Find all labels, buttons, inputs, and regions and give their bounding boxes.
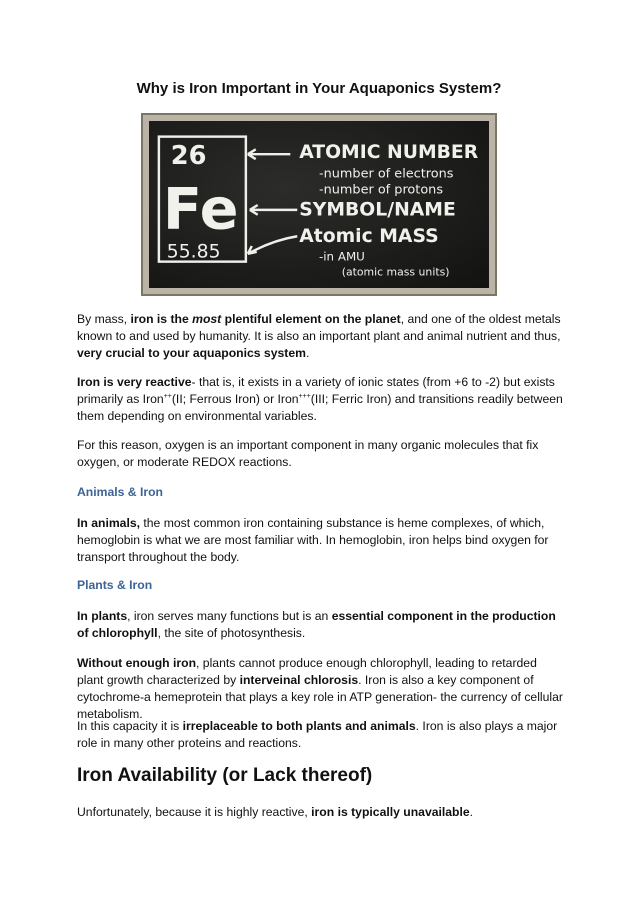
paragraph-intro (77, 311, 563, 362)
p1-text-a: By mass, (77, 312, 131, 326)
p2-superscript-ferric: +++ (298, 393, 311, 400)
paragraph-animals (77, 515, 563, 566)
p3-text: For this reason, oxygen is an important component in many organic molecules that fix oxygen, or moderate REDOX reactions. (77, 438, 539, 469)
p6-bold-b: interveinal chlorosis (239, 673, 359, 687)
p8-bold: iron is typically unavailable (311, 805, 470, 819)
p4-text: the most common iron containing substance is heme complexes, of which, hemoglobin is what we are most familiar with. In hemoglobin, iron helps bind oxygen for transport throughout the body. (77, 516, 549, 564)
arrow-symbol (250, 205, 297, 215)
heading-animals-iron: Animals & Iron (77, 485, 164, 499)
p5-text-b: , the site of photosynthesis. (157, 626, 306, 640)
arrow-atomic-number (248, 149, 291, 159)
p1-bold-italic: most (192, 312, 222, 326)
p8-text-a: Unfortunately, because it is highly reactive, (77, 805, 312, 819)
arrow-atomic-mass (248, 236, 297, 254)
p2-superscript-ferrous: ++ (163, 393, 172, 400)
p1-bold-a: iron is the (130, 312, 193, 326)
chalkboard-image (141, 113, 497, 296)
p2-text-a: - that is, it exists in a variety of ionic states (from +6 to -2) but exists primarily as Iron (77, 375, 555, 406)
paragraph-unavailable (77, 804, 563, 821)
p1-bold-b: plentiful element on the planet (221, 312, 401, 326)
p6-text-b: . Iron is also a key component of cytochrome-a hemeprotein that plays a key role in ATP generation- the currency of cellular metabolism. (77, 673, 563, 721)
paragraph-plants (77, 608, 563, 642)
paragraph-oxygen (77, 437, 563, 471)
p5-text-a: , iron serves many functions but is an (127, 609, 332, 623)
chalkboard-surface (149, 121, 489, 288)
label-atomic-mass: Atomic MASS (299, 226, 439, 248)
p1-text-c: . (305, 346, 310, 360)
p1-bold-c: very crucial to your aquaponics system (77, 346, 306, 360)
p1-text-b: , and one of the oldest metals known to and used by humanity. It is also an important plant and animal nutrient and thus, (77, 312, 561, 343)
arrows (248, 149, 297, 253)
p5-bold-b: essential component in the production of chlorophyll (77, 609, 556, 640)
p2-text-c: (III; Ferric Iron) and transitions readily between them depending on environmental variables. (77, 392, 563, 423)
paragraph-chlorosis (77, 655, 563, 723)
paragraph-capacity (77, 718, 563, 752)
p8-text-b: . (469, 805, 474, 819)
note-amu-full: (atomic mass units) (341, 265, 450, 279)
heading-iron-availability: Iron Availability (or Lack thereof) (77, 765, 373, 786)
p7-text-b: . Iron is also plays a major role in many other proteins and reactions. (77, 719, 558, 750)
paragraph-reactive (77, 374, 563, 425)
label-symbol-name: SYMBOL/NAME (299, 199, 456, 221)
chalkboard-drawing (149, 121, 489, 288)
heading-plants-iron: Plants & Iron (77, 578, 153, 592)
note-electrons: -number of electrons (319, 166, 454, 182)
label-atomic-number: ATOMIC NUMBER (299, 142, 479, 164)
p7-text-a: In this capacity it is (77, 719, 183, 733)
note-protons: -number of protons (319, 182, 444, 198)
element-symbol: Fe (162, 176, 239, 243)
note-amu: -in AMU (319, 249, 365, 264)
p5-bold-a: In plants (77, 609, 128, 623)
page-title: Why is Iron Important in Your Aquaponics System? (136, 80, 502, 97)
p6-bold-a: Without enough iron (77, 656, 197, 670)
p6-text-a: , plants cannot produce enough chlorophyll, leading to retarded plant growth characterized by (77, 656, 537, 687)
p4-bold: In animals, (77, 516, 140, 530)
atomic-number-value: 26 (170, 141, 207, 171)
p2-bold: Iron is very reactive (77, 375, 192, 389)
p7-bold: irreplaceable to both plants and animals (182, 719, 416, 733)
atomic-mass-value: 55.85 (166, 241, 221, 263)
p2-text-b: (II; Ferrous Iron) or Iron (171, 392, 299, 406)
